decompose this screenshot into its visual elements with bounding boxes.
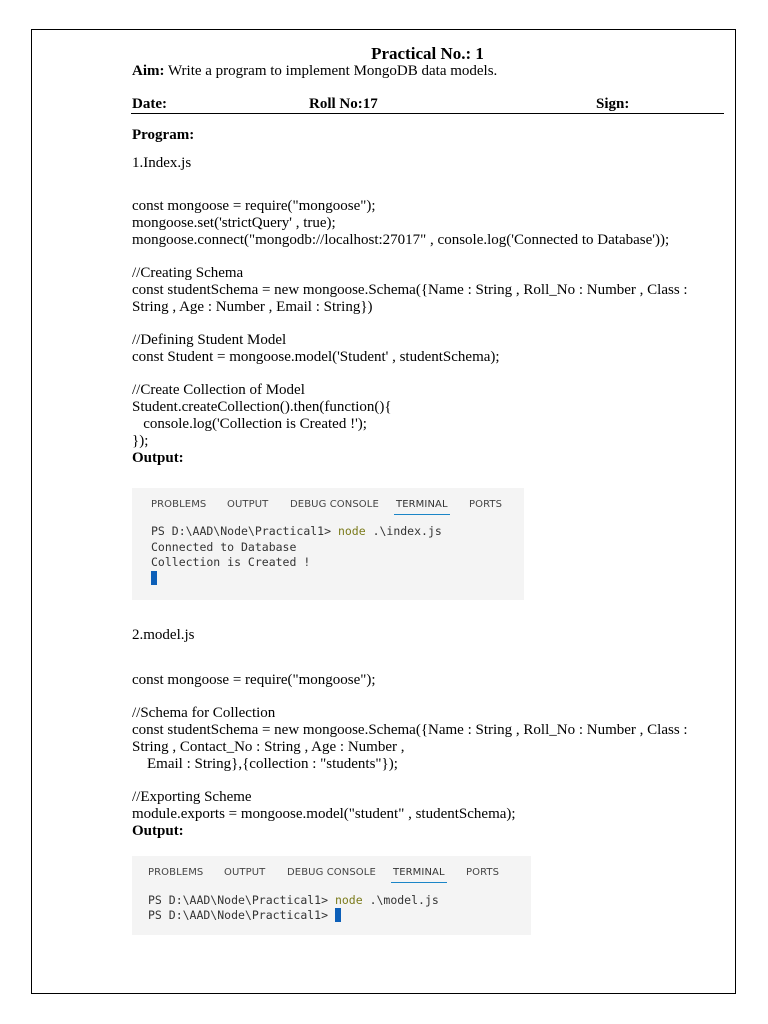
code-line: console.log('Collection is Created !'); <box>132 416 367 432</box>
code-block-1c <box>132 315 500 366</box>
terminal-output-line: Connected to Database <box>151 540 297 554</box>
terminal-screenshot-1 <box>132 488 524 600</box>
terminal-prompt: PS D:\AAD\Node\Practical1> <box>151 524 338 538</box>
terminal-command: node <box>337 524 366 538</box>
code-line: module.exports = mongoose.model("student" , studentSchema); <box>132 806 516 822</box>
terminal-screenshot-2 <box>132 856 531 935</box>
date-label: Date: <box>132 96 167 112</box>
terminal-cursor-line <box>151 571 157 586</box>
tab-problems[interactable]: PROBLEMS <box>151 499 207 510</box>
code-block-2a <box>132 655 376 689</box>
output-label-2: Output: <box>132 823 184 839</box>
code-line: Student.createCollection().then(function(){ <box>132 399 392 415</box>
section2-filename: 2.model.js <box>132 627 195 643</box>
code-line: //Create Collection of Model <box>132 382 305 398</box>
program-label: Program: <box>132 127 195 143</box>
tab-terminal[interactable]: TERMINAL <box>396 499 448 510</box>
terminal-command-line <box>148 893 439 908</box>
roll-label: Roll No:17 <box>309 96 378 112</box>
tab-debug-console[interactable]: DEBUG CONSOLE <box>290 499 379 510</box>
code-line: const mongoose = require("mongoose"); <box>132 672 376 688</box>
tab-problems[interactable]: PROBLEMS <box>148 867 204 878</box>
code-block-2b <box>132 688 688 773</box>
code-line: //Exporting Scheme <box>132 789 252 805</box>
tab-debug-console[interactable]: DEBUG CONSOLE <box>287 867 376 878</box>
tab-ports[interactable]: PORTS <box>466 867 500 878</box>
terminal-command-line <box>151 524 442 539</box>
code-line: mongoose.connect("mongodb://localhost:27017" , console.log('Connected to Database')); <box>132 232 670 248</box>
terminal-prompt-line <box>148 908 341 923</box>
header-divider <box>131 113 724 114</box>
tab-output[interactable]: OUTPUT <box>224 867 266 878</box>
aim-text: Write a program to implement MongoDB data models. <box>164 63 498 79</box>
terminal-prompt: PS D:\AAD\Node\Practical1> <box>148 893 335 907</box>
terminal-command-arg: .\index.js <box>365 524 442 538</box>
tab-terminal[interactable]: TERMINAL <box>393 867 445 878</box>
sign-label: Sign: <box>596 96 630 112</box>
code-block-1b <box>132 248 688 316</box>
terminal-tabs <box>132 856 531 886</box>
code-line: const studentSchema = new mongoose.Schema({Name : String , Roll_No : Number , Class : <box>132 282 688 298</box>
code-line: Email : String},{collection : "students"}); <box>132 756 398 772</box>
aim-label: Aim: <box>132 63 165 79</box>
code-block-1a <box>132 181 669 249</box>
code-line: //Defining Student Model <box>132 332 287 348</box>
code-line: String , Age : Number , Email : String}) <box>132 299 373 315</box>
code-line: //Creating Schema <box>132 265 244 281</box>
code-line: const studentSchema = new mongoose.Schema({Name : String , Roll_No : Number , Class : <box>132 722 688 738</box>
code-block-2c <box>132 772 516 823</box>
code-line: const mongoose = require("mongoose"); <box>132 198 376 214</box>
code-line: //Schema for Collection <box>132 705 276 721</box>
tab-output[interactable]: OUTPUT <box>227 499 269 510</box>
terminal-prompt: PS D:\AAD\Node\Practical1> <box>148 908 335 922</box>
code-line: }); <box>132 433 149 449</box>
page-title: Practical No.: 1 <box>371 44 484 63</box>
code-line: mongoose.set('strictQuery' , true); <box>132 215 336 231</box>
output-label-1: Output: <box>132 450 184 466</box>
code-line: String , Contact_No : String , Age : Number , <box>132 739 405 755</box>
code-line: const Student = mongoose.model('Student' , studentSchema); <box>132 349 500 365</box>
terminal-command: node <box>334 893 363 907</box>
tab-ports[interactable]: PORTS <box>469 499 503 510</box>
terminal-output-line: Collection is Created ! <box>151 555 311 569</box>
terminal-tabs <box>132 488 524 518</box>
code-block-1d <box>132 365 392 450</box>
terminal-cursor <box>335 908 341 922</box>
aim-line <box>132 63 497 80</box>
terminal-command-arg: .\model.js <box>362 893 439 907</box>
section1-filename: 1.Index.js <box>132 155 192 171</box>
terminal-cursor <box>151 571 157 585</box>
